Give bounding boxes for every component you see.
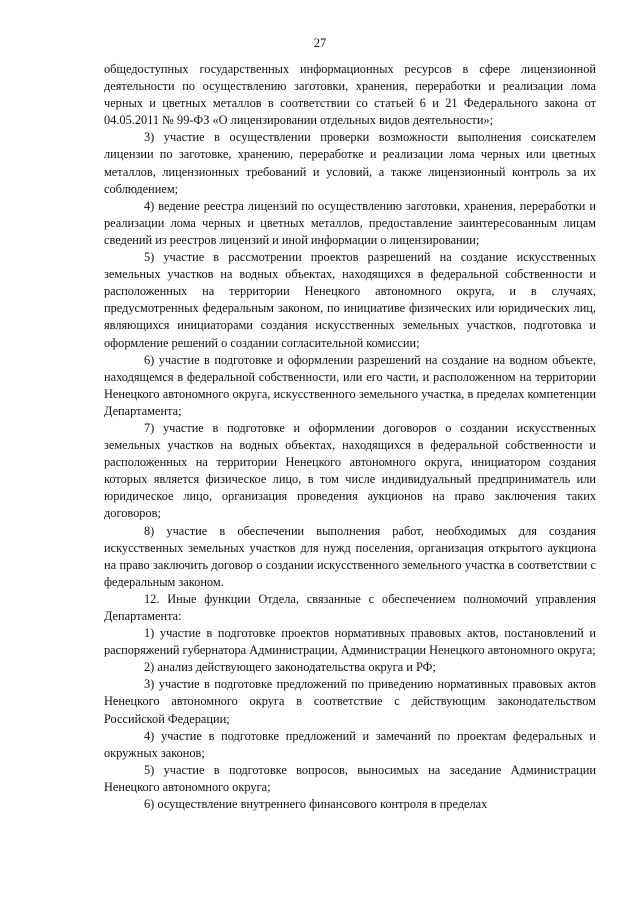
paragraph-item-3: 3) участие в осуществлении проверки возможности выполнения соискателем лицензии по заготовке, хранению, переработке и реализации лома черных или цветных металлов, лицензионных требований и условий, а также лицензионный контроль за их соблюдением; bbox=[104, 130, 596, 196]
paragraph-12-item-5: 5) участие в подготовке вопросов, выносимых на заседание Администрации Ненецкого автономного округа; bbox=[104, 762, 596, 794]
paragraph-12-item-2: 2) анализ действующего законодательства округа и РФ; bbox=[144, 660, 436, 675]
paragraph-12-item-3: 3) участие в подготовке предложений по приведению нормативных правовых актов Ненецкого автономного округа в соответствие с действующим законодательством Российской Федерации; bbox=[104, 677, 596, 726]
paragraph-item-4: 4) ведение реестра лицензий по осуществлению заготовки, хранения, переработки и реализации лома черных и цветных металлов, предоставление заинтересованным лицам сведений из реестров лицензий и иной информации о лицензировании; bbox=[104, 198, 596, 247]
paragraph-item-8: 8) участие в обеспечении выполнения работ, необходимых для создания искусственных земельных участков для нужд поселения, организация открытого аукциона на право заключить договор о создании искусственного земельного участка в соответствии с федеральным законом. bbox=[104, 523, 596, 589]
paragraph-12-item-6: 6) осуществление внутреннего финансового контроля в пределах bbox=[144, 797, 488, 812]
paragraph-item-5: 5) участие в рассмотрении проектов разрешений на создание искусственных земельных участков на водных объектах, находящихся в федеральной собственности и расположенных на территории Ненецкого автономного округа, и в случаях, предусмотренных федеральным законом, по инициативе физических или юридических лиц, являющихся инициаторами создания искусственных земельных участков, подготовка и оформление решений о создании согласительной комиссии; bbox=[104, 250, 596, 350]
paragraph-continuation: общедоступных государственных информационных ресурсов в сфере лицензионной деятельности по осуществлению заготовки, хранения, переработки и реализации лома черных и цветных металлов в соответствии со статьей 6 и 21 Федерального закона от 04.05.2011 № 99-ФЗ «О лицензировании отдельных видов деятельности»; bbox=[104, 62, 596, 128]
paragraph-item-7: 7) участие в подготовке и оформлении договоров о создании искусственных земельных участков на водных объектах, находящихся в федеральной собственности и расположенных на территории Ненецкого автономного округа, инициатором создания которых является физическое лицо, в том числе индивидуальный предприниматель или юридическое лицо, организация проведения аукционов на право заключения таких договоров; bbox=[104, 420, 596, 521]
paragraph-12-item-1: 1) участие в подготовке проектов нормативных правовых актов, постановлений и распоряжений губернатора Администрации, Администрации Ненецкого автономного округа; bbox=[104, 626, 596, 658]
document-body bbox=[104, 61, 596, 813]
paragraph-item-6: 6) участие в подготовке и оформлении разрешений на создание на водном объекте, находящемся в федеральной собственности, или его части, и расположенном на территории Ненецкого автономного округа, искусственного земельного участка, в пределах компетенции Департамента; bbox=[104, 352, 596, 418]
section-12-heading: 12. Иные функции Отдела, связанные с обеспечением полномочий управления Департамента: bbox=[104, 591, 596, 623]
page-number: 27 bbox=[313, 36, 327, 50]
paragraph-12-item-4: 4) участие в подготовке предложений и замечаний по проектам федеральных и окружных законов; bbox=[104, 728, 596, 760]
